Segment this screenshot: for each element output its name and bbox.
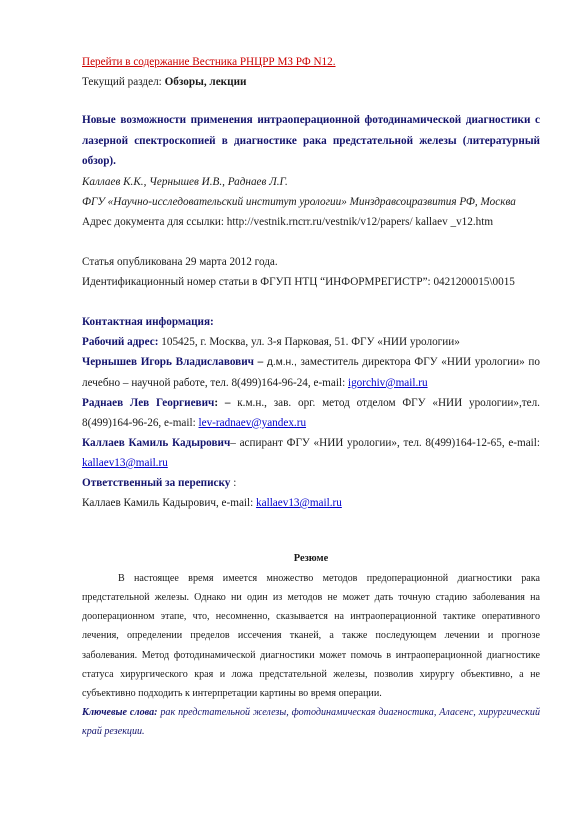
article-institution: ФГУ «Научно-исследовательский институт урологии» Минздравсоцразвития РФ, Москва: [82, 195, 516, 208]
correspondence-colon: :: [230, 476, 237, 489]
section-prefix: Текущий раздел:: [82, 76, 165, 88]
contact-text: – аспирант ФГУ «НИИ урологии», тел. 8(499)164-12-65, e-mail:: [230, 436, 541, 449]
email-link[interactable]: kallaev13@mail.ru: [82, 456, 168, 469]
section-name: Обзоры, лекции: [164, 76, 247, 88]
summary-heading: Резюме: [293, 552, 329, 564]
contents-link[interactable]: Перейти в содержание Вестника РНЦРР МЗ РФ N12.: [82, 56, 336, 68]
email-link[interactable]: lev-radnaev@yandex.ru: [198, 416, 307, 429]
document-page: [82, 52, 540, 742]
contact-sep: : –: [214, 396, 238, 409]
correspondence-label: Ответственный за переписку: [82, 476, 231, 489]
keywords-line: [82, 703, 540, 741]
correspondence-line: [82, 473, 540, 493]
article-authors: Каллаев К.К., Чернышев И.В., Раднаев Л.Г.: [82, 175, 288, 188]
contact-name: Раднаев Лев Георгиевич: [82, 396, 215, 409]
nav-line: [82, 52, 540, 72]
registry-id: Идентификационный номер статьи в ФГУП НТЦ “ИНФОРМРЕГИСТР”: 0421200015\0015: [82, 275, 515, 288]
correspondence-contact: [82, 493, 540, 513]
contact-chernyshev: [82, 352, 540, 393]
email-link[interactable]: kallaev13@mail.ru: [256, 496, 342, 509]
work-address-label: Рабочий адрес:: [82, 335, 159, 348]
article-title: Новые возможности применения интраоперационной фотодинамической диагностики с лазерной спектроскопией в диагностике рака предстательной железы (литературный обзор).: [82, 114, 540, 168]
contact-kallaev: [82, 433, 540, 473]
keywords-label: Ключевые слова:: [82, 707, 158, 719]
contact-text: к.м.н., зав. орг. метод отделом ФГУ «НИИ урологии»,тел. 8(499)164-96-26, e-mail:: [82, 396, 540, 429]
contact-radnaev: [82, 393, 540, 433]
contact-name: Чернышев Игорь Владиславович: [82, 355, 254, 368]
contact-sep: –: [253, 355, 267, 368]
summary-text: В настоящее время имеется множество методов предоперационной диагностики рака предстательной железы. Однако ни один из методов не может дать точную стадию заболевания на дооперационном этапе, что, несомненно, сказывается на интраоперационной тактике оперативного лечения, определении пределов иссечения тканей, а также последующем лечении и прогнозе заболевания. Метод фотодинамической диагностики может помочь в интраоперационной диагностике статуса хирургического края и ложа предстательной железы, позволив хирургу объективно, а не субъективно подходить к интерпретации картины во время операции.: [82, 572, 540, 699]
section-line: [82, 72, 540, 92]
work-address: [82, 332, 540, 352]
email-link[interactable]: igorchiv@mail.ru: [347, 376, 428, 389]
contact-text: заместитель директора ФГУ «НИИ урологии» по лечебно – научной работе, тел. 8(499)164-96-24, e-mail:: [82, 355, 540, 389]
contacts-heading: Контактная информация:: [82, 315, 214, 328]
published-date: Статья опубликована 29 марта 2012 года.: [82, 255, 278, 268]
article-url: Адрес документа для ссылки: http://vestnik.rncrr.ru/vestnik/v12/papers/ kallaev _v12.htm: [82, 215, 494, 228]
keywords-text: рак предстательной железы, фотодинамическая диагностика, Аласенс, хирургический край резекции.: [82, 707, 540, 738]
work-address-value: 105425, г. Москва, ул. 3-я Парковая, 51. ФГУ «НИИ урологии»: [158, 335, 460, 348]
correspondence-text: Каллаев Камиль Кадырович, e-mail:: [82, 496, 257, 509]
contact-degree: д.м.н.,: [266, 356, 297, 368]
contact-name: Каллаев Камиль Кадырович: [82, 436, 231, 449]
